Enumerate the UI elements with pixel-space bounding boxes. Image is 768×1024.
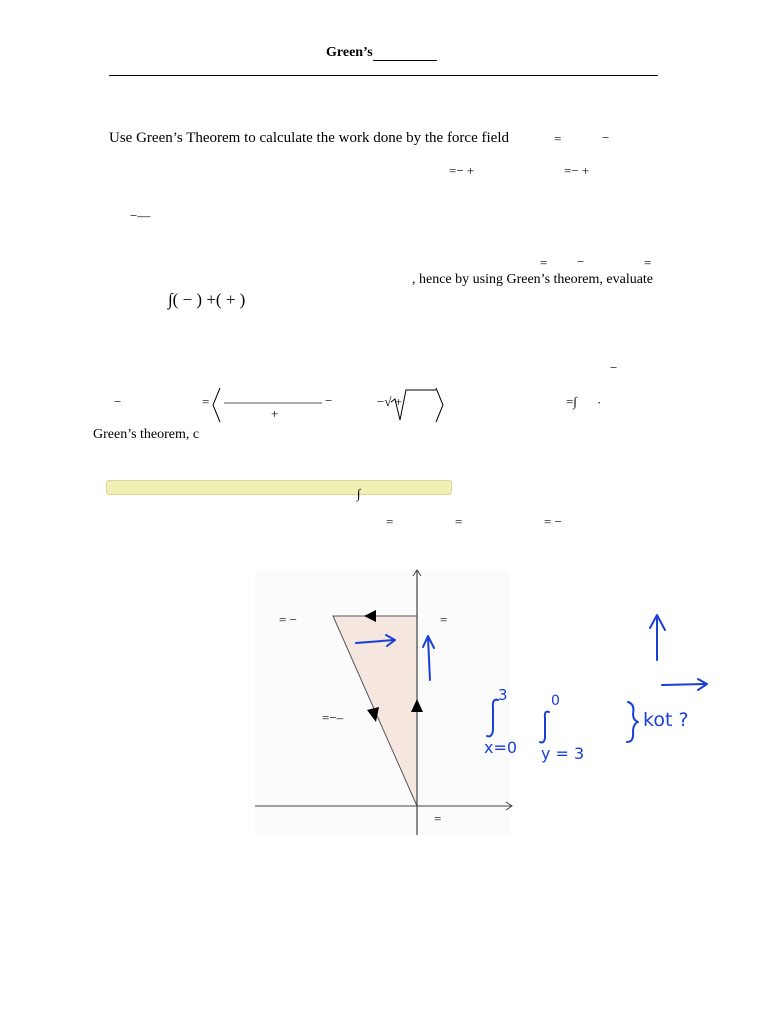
problem3-greens-c: Green’s theorem, c <box>93 427 200 442</box>
problem2-eq2: = <box>644 255 652 270</box>
ink-integral-1 <box>487 700 498 737</box>
problem1-minus: − <box>602 130 610 145</box>
problem3-minus-top: − <box>610 360 618 375</box>
problem2-text: , hence by using Green’s theorem, evaluate <box>412 272 654 287</box>
page-title-text: Green’s <box>326 45 373 60</box>
ink-brace <box>627 702 638 742</box>
problem1-field-b: =− + <box>564 163 590 178</box>
ink-note: kot ? <box>643 709 689 731</box>
solution-eq3: = − <box>544 514 562 529</box>
ink-lower-limit-y: y = 3 <box>541 744 585 763</box>
ink-integral-2 <box>540 712 549 743</box>
problem3-eq-int: =∫ <box>566 394 577 409</box>
problem3-eq-left: = <box>202 394 210 409</box>
problem1-fraction: −— <box>130 208 151 223</box>
problem3-sqrt-expr: −√ + <box>377 394 403 409</box>
ink-arrow-right-big <box>662 684 706 685</box>
problem1-eq: = <box>554 131 562 146</box>
ink-lower-limit-x: x=0 <box>484 738 518 757</box>
ink-upper-limit-y: 0 <box>551 693 560 709</box>
problem2-minus: − <box>577 254 585 269</box>
problem3-dot: · <box>597 395 602 410</box>
ink-arrow-right-in-region <box>356 640 394 643</box>
ink-arrow-up-axis <box>428 638 430 680</box>
label-top-right: = <box>440 612 448 627</box>
problem3-frac-den: + <box>271 406 279 421</box>
label-slant: =−– <box>322 710 344 725</box>
label-top-left: = − <box>279 612 297 627</box>
solution-eq1: = <box>386 514 394 529</box>
ink-upper-limit-x: 3 <box>498 686 508 704</box>
problem1-text: Use Green’s Theorem to calculate the work done by the force field <box>109 130 509 146</box>
problem3-frac-minus: − <box>325 393 333 408</box>
problem1-field-a: =− + <box>449 163 475 178</box>
solution-integral-sign: ∫ <box>357 486 361 501</box>
problem2-eq1: = <box>540 255 548 270</box>
solution-eq2: = <box>455 514 463 529</box>
problem2-integral: ∫( − ) +( + ) <box>168 290 246 309</box>
problem3-minus-left: − <box>114 394 122 409</box>
label-origin: = <box>434 811 442 826</box>
